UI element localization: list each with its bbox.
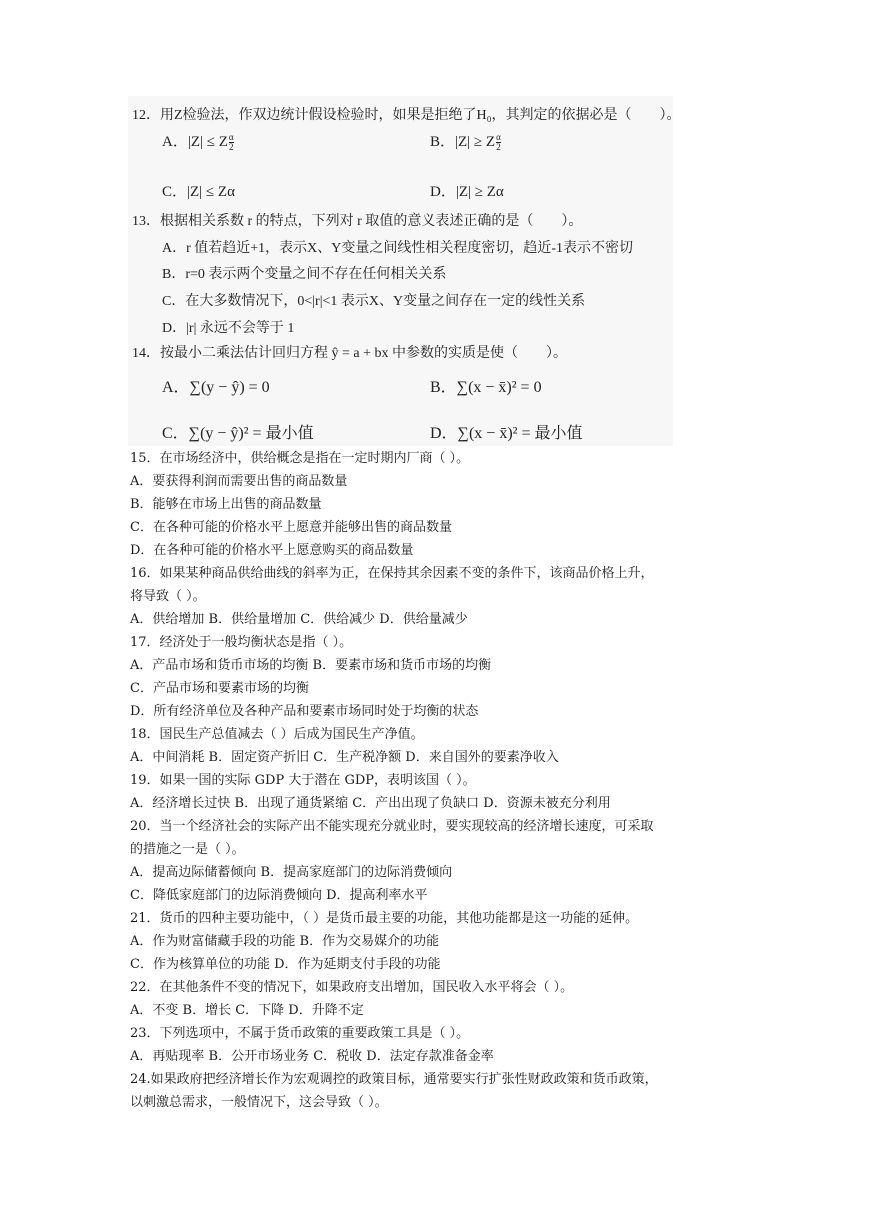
- text-line: C．产品市场和要素市场的均衡: [130, 681, 309, 696]
- text-line: 将导致（ ）。: [130, 589, 206, 604]
- q12-stem: 12．用Z检验法，作双边统计假设检验时，如果是拒绝了H₀，其判定的依据必是（ ）。: [132, 108, 681, 123]
- q14-option-b: B．∑(x − x̄)² = 0: [430, 379, 542, 396]
- text-line: 24.如果政府把经济增长作为宏观调控的政策目标，通常要实行扩张性财政政策和货币政策，: [130, 1072, 658, 1087]
- text-line: A．供给增加 B．供给量增加 C．供给减少 D．供给量减少: [130, 612, 468, 627]
- text-line: B．能够在市场上出售的商品数量: [130, 497, 322, 512]
- text-line: 15．在市场经济中，供给概念是指在一定时期内厂商（ ）。: [130, 451, 470, 466]
- q14-stem: 14．按最小二乘法估计回归方程 ŷ = a + bx 中参数的实质是使（ ）。: [132, 346, 568, 361]
- text-line: A．提高边际储蓄倾向 B．提高家庭部门的边际消费倾向: [130, 865, 453, 880]
- text-line: 17．经济处于一般均衡状态是指（ ）。: [130, 635, 353, 650]
- text-line: 23．下列选项中，不属于货币政策的重要政策工具是（ ）。: [130, 1026, 470, 1041]
- text-line: A．要获得利润而需要出售的商品数量: [130, 474, 348, 489]
- text-line: A．中间消耗 B．固定资产折旧 C．生产税净额 D．来自国外的要素净收入: [130, 750, 559, 765]
- text-line: 20．当一个经济社会的实际产出不能实现充分就业时，要实现较高的经济增长速度，可采取: [130, 819, 654, 834]
- text-line: 18．国民生产总值减去（ ）后成为国民生产净值。: [130, 727, 424, 742]
- text-line: A．不变 B．增长 C．下降 D．升降不定: [130, 1003, 364, 1018]
- scanned-question-block: [128, 96, 681, 446]
- text-line: 16．如果某种商品供给曲线的斜率为正，在保持其余因素不变的条件下，该商品价格上升，: [130, 566, 654, 581]
- text-line: A．再贴现率 B．公开市场业务 C．税收 D．法定存款准备金率: [130, 1049, 494, 1064]
- text-line: D．所有经济单位及各种产品和要素市场同时处于均衡的状态: [130, 704, 479, 719]
- text-line: C．在各种可能的价格水平上愿意并能够出售的商品数量: [130, 520, 452, 535]
- text-line: C．降低家庭部门的边际消费倾向 D．提高利率水平: [130, 888, 428, 903]
- q14-option-d: D．∑(x − x̄)² = 最小值: [430, 425, 583, 442]
- text-line: A．经济增长过快 B．出现了通货紧缩 C．产出出现了负缺口 D．资源未被充分利用: [130, 796, 611, 811]
- q14-option-c: C．∑(y − ŷ)² = 最小值: [162, 425, 314, 442]
- q13-option-b: B．r=0 表示两个变量之间不存在任何相关关系: [162, 267, 447, 282]
- question-text-block: [130, 447, 750, 1114]
- text-line: 21．货币的四种主要功能中，（ ）是货币最主要的功能，其他功能都是这一功能的延伸。: [130, 911, 639, 926]
- text-line: C．作为核算单位的功能 D．作为延期支付手段的功能: [130, 957, 441, 972]
- text-line: 的措施之一是（ ）。: [130, 842, 245, 857]
- q13-option-d: D．|r| 永远不会等于 1: [162, 321, 295, 336]
- q12-option-b: B．|Z| ≥ Z $\frac{\alpha}{2}$: [430, 132, 501, 153]
- text-line: 以刺激总需求，一般情况下，这会导致（ ）。: [130, 1095, 388, 1110]
- q12-option-d: D．|Z| ≥ Zα: [430, 184, 504, 200]
- q13-option-c: C．在大多数情况下，0<|r|<1 表示X、Y变量之间存在一定的线性关系: [162, 294, 586, 309]
- q12-option-c: C．|Z| ≤ Zα: [162, 184, 235, 200]
- q13-stem: 13．根据相关系数 r 的特点，下列对 r 取值的意义表述正确的是（ ）。: [132, 214, 583, 229]
- text-line: D．在各种可能的价格水平上愿意购买的商品数量: [130, 543, 414, 558]
- q12-option-a: A．|Z| ≤ Z $\frac{\alpha}{2}$: [162, 132, 234, 153]
- text-line: A．产品市场和货币市场的均衡 B．要素市场和货币市场的均衡: [130, 658, 492, 673]
- text-line: 19．如果一国的实际 GDP 大于潜在 GDP，表明该国（ ）。: [130, 773, 476, 788]
- text-line: A．作为财富储藏手段的功能 B．作为交易媒介的功能: [130, 934, 440, 949]
- q13-option-a: A．r 值若趋近+1，表示X、Y变量之间线性相关程度密切，趋近-1表示不密切: [162, 241, 634, 256]
- text-line: 22．在其他条件不变的情况下，如果政府支出增加，国民收入水平将会（ ）。: [130, 980, 574, 995]
- q14-option-a: A．∑(y − ŷ) = 0: [162, 379, 270, 396]
